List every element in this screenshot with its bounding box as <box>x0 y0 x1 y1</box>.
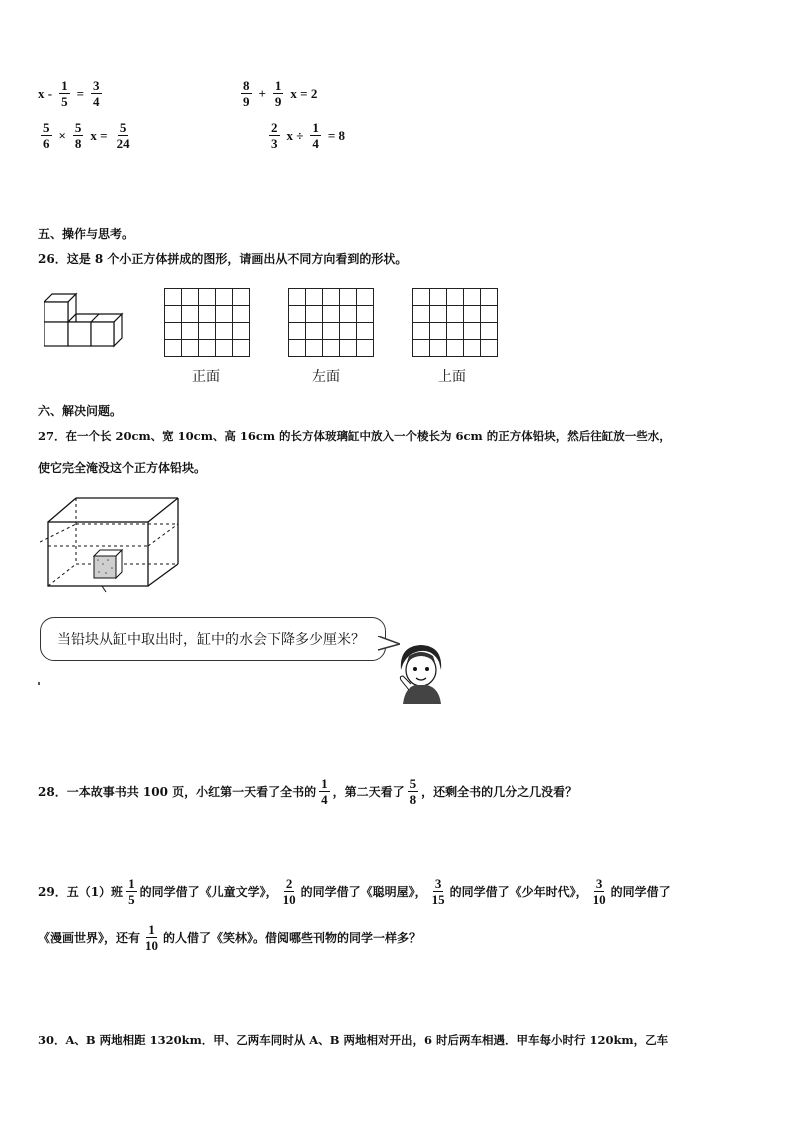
fraction: $\frac{5}{6}$ <box>43 120 50 151</box>
eq3-mid: x = <box>90 127 108 143</box>
top-view-grid[interactable] <box>412 288 498 357</box>
fraction: $\frac{1}{4}$ <box>321 776 328 807</box>
caption-left: 左面 <box>312 368 340 384</box>
eq4-mid: x ÷ <box>286 127 304 143</box>
question-27-line1: 27．在一个长 20cm、宽 10cm、高 16cm 的长方体玻璃缸中放入一个棱长为 6cm 的正方体铅块，然后往缸放一些水， <box>38 429 671 443</box>
question-29-line2 <box>38 922 421 953</box>
section-5-title: 五、操作与思考。 <box>38 227 135 241</box>
girl-illustration <box>393 640 451 704</box>
fraction: $\frac{1}{5}$ <box>128 876 135 907</box>
question-28 <box>38 776 577 807</box>
question-27-line2: 使它完全淹没这个正方体铅块。 <box>38 461 207 475</box>
eq2-op: + <box>258 85 266 101</box>
equation-1 <box>38 78 105 109</box>
glass-tank-figure <box>40 494 185 594</box>
fraction: $\frac{1}{9}$ <box>274 78 282 109</box>
q28-text-b: ，第二天看了 <box>332 785 405 799</box>
eq4-tail: = 8 <box>327 127 346 143</box>
fraction: $\frac{3}{15}$ <box>431 876 445 907</box>
fraction: $\frac{2}{10}$ <box>282 876 296 907</box>
speech-bubble <box>40 617 386 661</box>
fraction: $\frac{1}{4}$ <box>312 120 319 151</box>
section-6-title: 六、解决问题。 <box>38 404 123 418</box>
equation-3 <box>38 120 135 151</box>
eq2-tail: x = 2 <box>290 85 318 101</box>
q29-text-b: 的同学借了《儿童文学》， <box>139 885 278 899</box>
q29-text-c: 的同学借了《聪明屋》， <box>300 885 427 899</box>
left-view-grid[interactable] <box>288 288 374 357</box>
q28-text-a: 28．一本故事书共 100 页，小红第一天看了全书的 <box>38 785 317 799</box>
caption-front: 正面 <box>192 368 220 384</box>
question-29-line1 <box>38 876 671 907</box>
eq1-op: = <box>76 85 85 101</box>
equation-4 <box>266 120 345 151</box>
fraction: $\frac{1}{5}$ <box>61 78 68 109</box>
fraction: $\frac{5}{24}$ <box>116 120 130 151</box>
speech-bubble-text: 当铅块从缸中取出时，缸中的水会下降多少厘米？ <box>57 631 365 647</box>
fraction: $\frac{3}{4}$ <box>93 78 100 109</box>
q29-text-a: 29．五（1）班 <box>38 885 124 899</box>
front-view-grid[interactable] <box>164 288 250 357</box>
fraction: $\frac{1}{10}$ <box>145 922 159 953</box>
eq3-op: × <box>58 127 66 143</box>
stray-mark <box>38 682 40 685</box>
fraction: $\frac{3}{10}$ <box>592 876 606 907</box>
cube-figure <box>44 292 124 352</box>
q29-text-f: 《漫画世界》，还有 <box>38 931 141 945</box>
q28-text-c: ，还剩全书的几分之几没看？ <box>421 785 578 799</box>
question-26-text: 26．这是 8 个小正方体拼成的图形，请画出从不同方向看到的形状。 <box>38 252 408 266</box>
caption-top: 上面 <box>438 368 466 384</box>
fraction: $\frac{8}{9}$ <box>243 78 250 109</box>
eq1-lead: x - <box>38 85 53 101</box>
equation-2 <box>238 78 317 109</box>
q29-text-e: 的同学借了 <box>610 885 671 899</box>
fraction: $\frac{5}{8}$ <box>409 776 417 807</box>
question-30: 30．A、B 两地相距 1320km．甲、乙两车同时从 A、B 两地相对开出，6 时后两车相遇．甲车每小时行 120km，乙车 <box>38 1033 669 1047</box>
q29-text-g: 的人借了《笑林》。借阅哪些刊物的同学一样多？ <box>163 931 422 945</box>
fraction: $\frac{5}{8}$ <box>74 120 82 151</box>
q29-text-d: 的同学借了《少年时代》， <box>449 885 588 899</box>
fraction: $\frac{2}{3}$ <box>271 120 278 151</box>
